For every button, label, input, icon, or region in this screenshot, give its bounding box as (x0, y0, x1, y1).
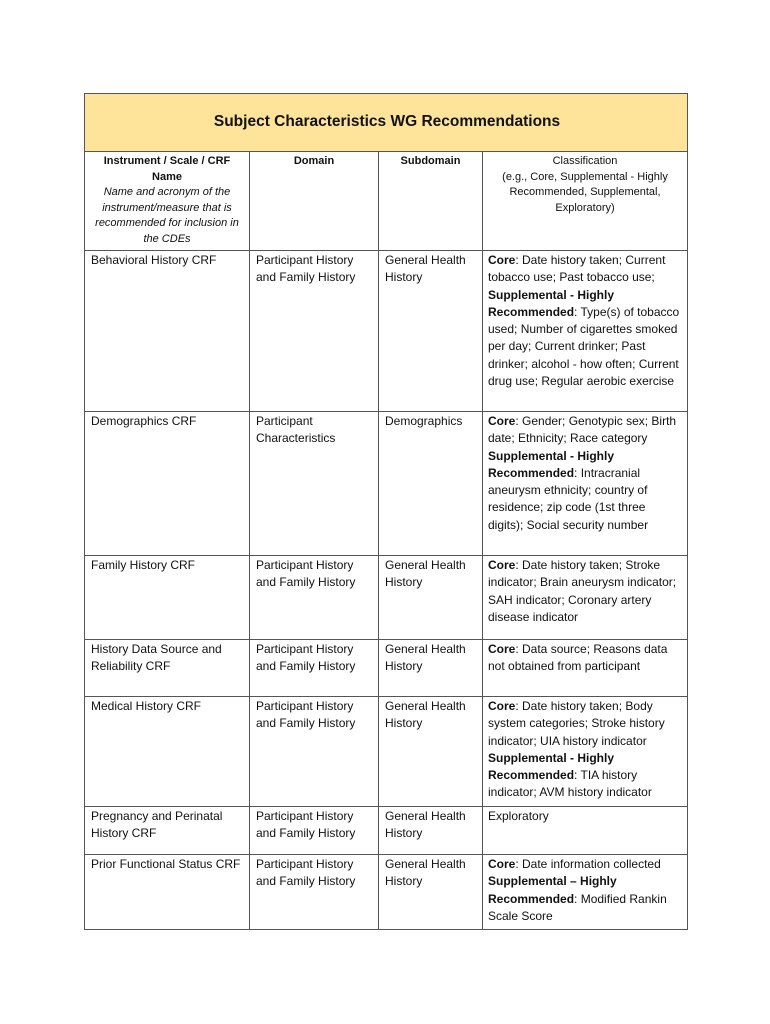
classification-entry (488, 873, 684, 925)
classification-text: : Date history taken; Current tobacco use; Past tobacco use; (488, 253, 666, 285)
classification-label: Core (488, 558, 516, 572)
classification-entry (488, 414, 676, 445)
classification-label: Core (488, 253, 516, 267)
instrument-cell: Demographics CRF (85, 412, 250, 556)
table-row (85, 556, 688, 640)
classification-text: : TIA history indicator; AVM history indicator (488, 768, 652, 800)
classification-entry (488, 448, 684, 534)
classification-cell (483, 556, 688, 640)
subdomain-cell: General Health History (379, 251, 483, 412)
instrument-cell: Pregnancy and Perinatal History CRF (85, 807, 250, 855)
domain-cell: Participant Characteristics (250, 412, 379, 556)
header-row (85, 152, 688, 251)
table-row (85, 807, 688, 855)
classification-entry (488, 809, 549, 823)
classification-label: Supplemental - Highly Recommended (488, 448, 615, 480)
classification-entry (488, 253, 665, 284)
table-row (85, 697, 688, 807)
classification-text: : Date history taken; Stroke indicator; Brain aneurysm indicator; SAH indicator; Coronary artery disease indicator (488, 558, 677, 624)
header-subdomain: Subdomain (379, 152, 483, 251)
classification-cell (483, 640, 688, 697)
table-row (85, 640, 688, 697)
classification-cell (483, 855, 688, 930)
subdomain-cell: Demographics (379, 412, 483, 556)
subdomain-cell: General Health History (379, 697, 483, 807)
table-row (85, 412, 688, 556)
domain-cell: Participant History and Family History (250, 855, 379, 930)
domain-cell: Participant History and Family History (250, 556, 379, 640)
subdomain-cell: General Health History (379, 855, 483, 930)
classification-cell (483, 807, 688, 855)
domain-cell: Participant History and Family History (250, 697, 379, 807)
instrument-cell: Prior Functional Status CRF (85, 855, 250, 930)
subdomain-cell: General Health History (379, 640, 483, 697)
classification-entry (488, 287, 684, 391)
classification-text: : Type(s) of tobacco used; Number of cigarettes smoked per day; Current drinker; Past drinker; alcohol - how often; Current drug use; Regular aerobic exercise (488, 304, 680, 389)
classification-label: Core (488, 699, 516, 713)
classification-text: : Gender; Genotypic sex; Birth date; Ethnicity; Race category (488, 414, 677, 446)
table-row (85, 251, 688, 412)
header-classification (483, 152, 688, 251)
domain-cell: Participant History and Family History (250, 640, 379, 697)
header-classification-note: (e.g., Core, Supplemental - Highly Recommended, Supplemental, Exploratory) (502, 170, 668, 214)
classification-label: Core (488, 642, 516, 656)
classification-label: Supplemental – Highly Recommended (488, 874, 617, 906)
instrument-cell: Medical History CRF (85, 697, 250, 807)
header-instrument-note: Name and acronym of the instrument/measure that is recommended for inclusion in the CDEs (95, 186, 239, 245)
header-domain: Domain (250, 152, 379, 251)
classification-label: Supplemental - Highly Recommended (488, 287, 615, 319)
table-title: Subject Characteristics WG Recommendations (85, 94, 688, 152)
classification-text: : Intracranial aneurysm ethnicity; country of residence; zip code (1st three digits); Social security number (488, 465, 649, 532)
subdomain-cell: General Health History (379, 807, 483, 855)
classification-label: Core (488, 857, 516, 871)
document-page (84, 93, 687, 930)
recommendations-table (84, 93, 688, 930)
table-body (85, 251, 688, 930)
classification-cell (483, 412, 688, 556)
classification-cell (483, 251, 688, 412)
header-classification-label: Classification (552, 155, 618, 167)
classification-entry (488, 750, 684, 802)
classification-label: Core (488, 414, 516, 428)
subdomain-cell: General Health History (379, 556, 483, 640)
classification-entry (488, 857, 661, 871)
domain-cell: Participant History and Family History (250, 251, 379, 412)
instrument-cell: History Data Source and Reliability CRF (85, 640, 250, 697)
instrument-cell: Behavioral History CRF (85, 251, 250, 412)
header-instrument-label: Instrument / Scale / CRF Name (103, 155, 231, 183)
classification-entry (488, 699, 665, 748)
classification-text: : Date information collected (515, 857, 661, 871)
table-row (85, 855, 688, 930)
instrument-cell: Family History CRF (85, 556, 250, 640)
classification-text: : Date history taken; Body system categories; Stroke history indicator; UIA history indicator (488, 699, 665, 748)
classification-text: Exploratory (488, 809, 549, 823)
classification-label: Supplemental - Highly Recommended (488, 750, 615, 783)
classification-cell (483, 697, 688, 807)
classification-text: : Modified Rankin Scale Score (488, 891, 667, 923)
classification-entry (488, 558, 676, 624)
classification-entry (488, 642, 667, 673)
domain-cell: Participant History and Family History (250, 807, 379, 855)
header-instrument (85, 152, 250, 251)
classification-text: : Data source; Reasons data not obtained from participant (488, 642, 668, 674)
